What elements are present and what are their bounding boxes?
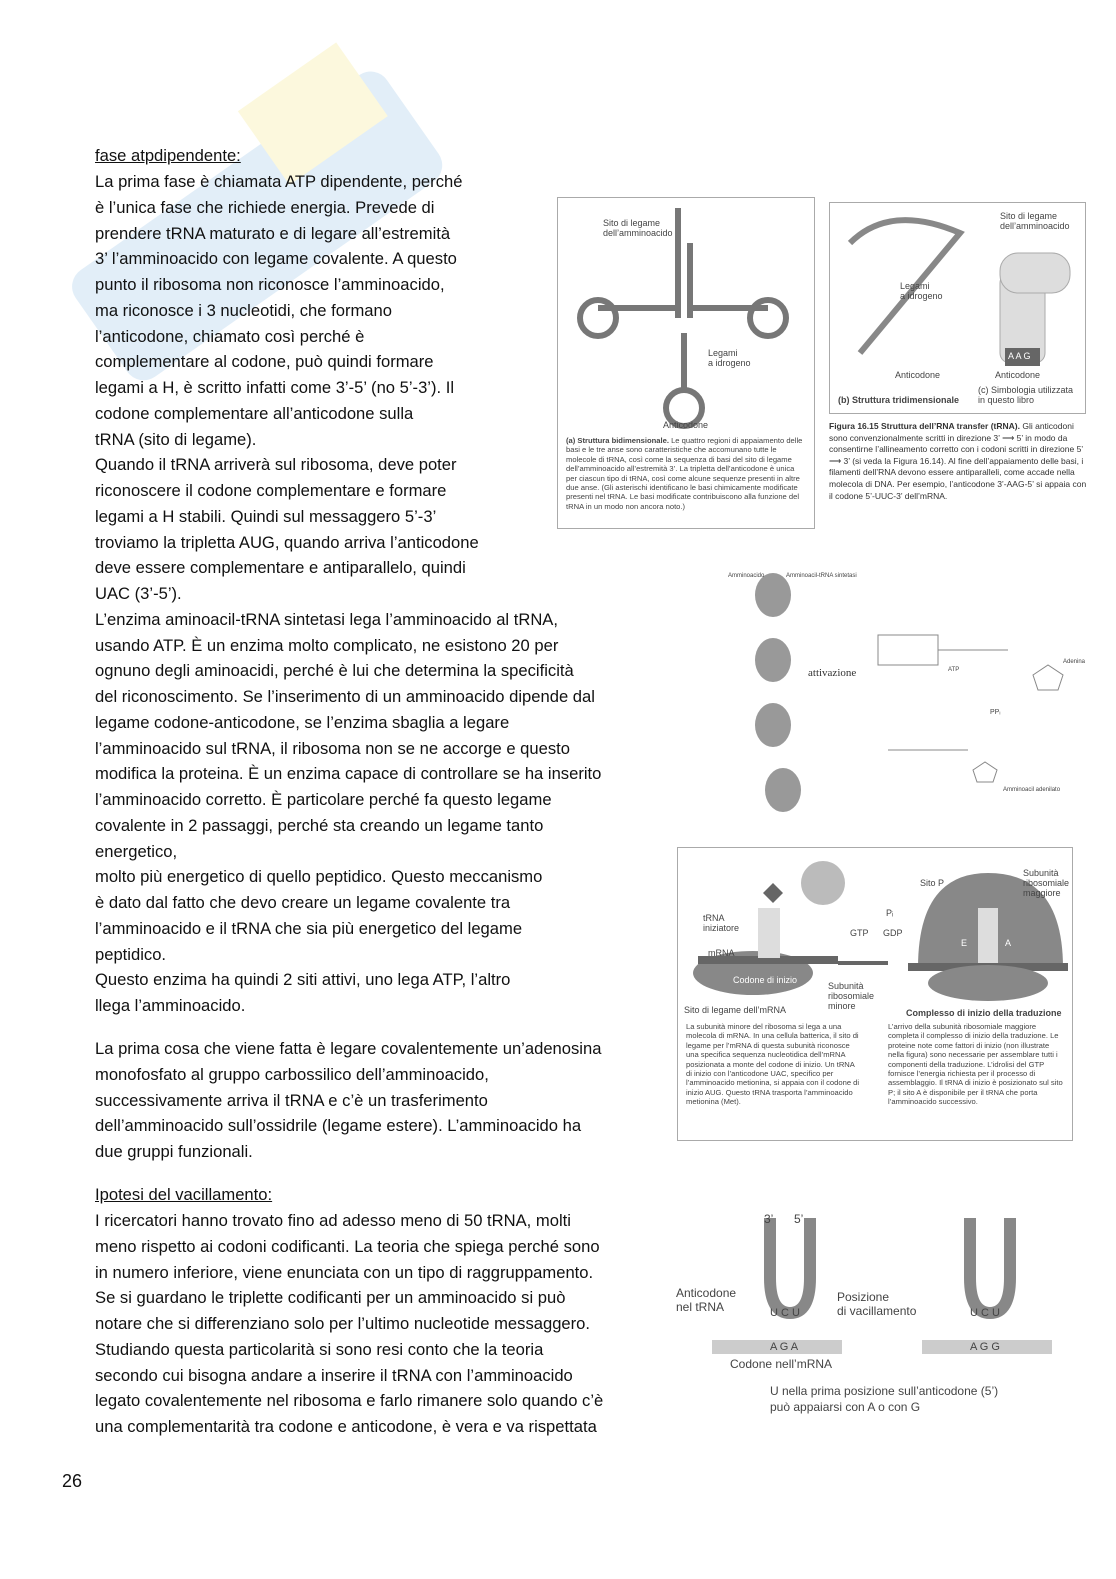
- label-c-title: (c) Simbologia utilizzata in questo libro: [978, 385, 1074, 405]
- text-line: troviamo la tripletta AUG, quando arriva l’anticodone: [95, 532, 479, 552]
- text-line: covalente in 2 passaggi, perché sta creando un legame tanto: [95, 815, 544, 835]
- text-line: peptidico.: [95, 944, 167, 964]
- text-line: UAC (3’-5’).: [95, 584, 182, 603]
- label-b-hbond: Legami a idrogeno: [900, 281, 943, 301]
- text-line: dell’amminoacido sull’ossidrile (legame estere). L’amminoacido ha: [95, 1116, 582, 1136]
- text-line: molto più energetico di quello peptidico. Questo meccanismo: [95, 867, 543, 887]
- label-3prime: 3’: [764, 1212, 774, 1226]
- text-line: monofosfato al gruppo carbossilico dell’amminoacido,: [95, 1064, 489, 1084]
- figure-activation: [668, 565, 1096, 840]
- text-line: riconoscere il codone complementare e formare: [95, 481, 447, 500]
- text-line: l’amminoacido sul tRNA, il ribosoma non se ne accorge e questo: [95, 738, 571, 758]
- text-line: legami a H stabili. Quindi sul messaggero 5’-3’: [95, 506, 437, 526]
- text-line: successivamente arriva il tRNA e c’è un trasferimento: [95, 1090, 488, 1110]
- figure-wobble: [672, 1208, 1077, 1418]
- left-codon: A G A: [770, 1341, 799, 1353]
- label-a-site: A: [1005, 938, 1012, 948]
- label-b-anticodon: Anticodone: [895, 370, 941, 380]
- label-pi: Pᵢ: [886, 908, 894, 918]
- label-anticodon: Anticodone: [663, 420, 709, 430]
- label-b-site: Sito di legame dell’amminoacido: [1000, 211, 1070, 231]
- caption-a: Le quattro regioni di appaiamento delle basi e le tre anse sono caratteristiche che accomunano tutte le molecole di tRNA, così come la sequenza di basi del sito di legame dell’amminoacido all’estremità 3’. La tripletta dell’anticodone è unica per ciascun tipo di tRNA, così come alcune sequenze presenti in altre due anse. (Gli asterischi identificano le basi chimicamente modificate presenti nel tRNA. Le basi modificate contribuiscono alla funzione del tRNA in un modo non ancora noto.): [566, 436, 803, 511]
- caption-text: Gli anticodoni sono convenzionalmente scritti in direzione 3’ ⟶ 5’ in modo da consentirne l’allineamento corretto con i codoni scritti in direzione 5’ ⟶ 3’ (si veda la Figura 16.14). Al fine dell’appaiamento delle basi, i filamenti dell’RNA devono essere antiparalleli, come accade nella molecola di DNA. Per esempio, l’anticodone 3’-AAG-5’ si appaia con il codone 5’-UUC-3’ dell’mRNA.: [829, 421, 1087, 501]
- text-line: modifica la proteina. È un enzima capace di controllare se ha inserito: [95, 764, 602, 784]
- text-line: llega l’amminoacido.: [95, 996, 246, 1015]
- text-line: tRNA (sito di legame).: [95, 429, 257, 449]
- text-line: ma riconosce i 3 nucleotidi, che formano: [95, 300, 392, 320]
- text-line: ognuno degli aminoacidi, perché è lui che determina la specificità: [95, 661, 574, 681]
- label-5prime: 5’: [794, 1212, 804, 1226]
- figure-trna-2d: [557, 197, 815, 529]
- text-line: meno rispetto ai codoni codificanti. La teoria che spiega perché sono: [95, 1236, 600, 1256]
- text-line: è dato dal fatto che devo creare un legame covalente tra: [95, 893, 511, 912]
- label-met: Met: [738, 883, 754, 893]
- label-small-subunit: Subunità ribosomiale minore: [828, 981, 875, 1011]
- label-aa-site: Sito di legame dell’amminoacido: [603, 218, 673, 238]
- label-aa: Amminoacido: [728, 573, 765, 579]
- text-line: codone complementare all’anticodone sulla: [95, 403, 414, 423]
- label-anticodon-trna: Anticodone nel tRNA: [676, 1286, 737, 1314]
- label-attivazione: attivazione: [808, 667, 857, 679]
- text-line: una complementarità tra codone e anticodone, è vera e va rispettata: [95, 1417, 597, 1436]
- label-mrna: mRNA: [708, 948, 735, 958]
- text-line: secondo cui bisogna andare a inserire il tRNA con l’amminoacido: [95, 1365, 573, 1385]
- text-line: legato covalentemente nel ribosoma e farlo rimanere solo quando c’è: [95, 1391, 604, 1411]
- label-enzyme: Amminoacil-tRNA sintetasi: [786, 573, 857, 579]
- text-line: l’amminoacido corretto. È particolare perché fa questo legame: [95, 790, 552, 809]
- caption-title: Figura 16.15 Struttura dell’RNA transfer (tRNA).: [829, 421, 1020, 431]
- text-line: usando ATP. È un enzima molto complicato, ne esistono 20 per: [95, 635, 559, 655]
- text-line: L’enzima aminoacil-tRNA sintetasi lega l’amminoacido al tRNA,: [95, 609, 558, 629]
- label-c-bases: A A G: [1008, 351, 1031, 361]
- text-line: La prima cosa che viene fatta è legare covalentemente un’adenosina: [95, 1039, 602, 1058]
- label-b-title: (b) Struttura tridimensionale: [838, 395, 960, 405]
- page-number: 26: [62, 1471, 83, 1491]
- wobble-caption: U nella prima posizione sull’anticodone (5’) può appaiarsi con A o con G: [770, 1384, 999, 1414]
- text-line: due gruppi funzionali.: [95, 1142, 253, 1161]
- text-line: Quando il tRNA arriverà sul ribosoma, deve poter: [95, 455, 457, 475]
- text-line: notare che si differenziano solo per l’ultimo nucleotide messaggero.: [95, 1314, 591, 1333]
- activation-drawing: [668, 565, 1096, 840]
- label-trna-initiator: tRNA iniziatore: [703, 913, 740, 933]
- text-line: è l’unica fase che richiede energia. Prevede di: [95, 197, 435, 217]
- text-line: Studiando questa particolarità si sono resi conto che la teoria: [95, 1339, 544, 1359]
- text-line: La prima fase è chiamata ATP dipendente, perché: [95, 172, 463, 191]
- right-codon: A G G: [970, 1341, 1000, 1353]
- step1-text: La subunità minore del ribosoma si lega a una molecola di mRNA. In una cellula batterica, il sito di legame per l’mRNA di questa subunità riconosce una specifica sequenza nucleotidica dell’mRNA posizionata a monte del codone di inizio. Un tRNA di inizio con l’anticodone UAC, specifico per l’amminoacido metionina, si appaia con il codone di inizio AUG. Questo tRNA trasporta l’amminoacido metionina (Met).: [686, 1022, 860, 1107]
- label-large-subunit: Subunità ribosomiale maggiore: [1023, 868, 1070, 898]
- label-complex: Complesso di inizio della traduzione: [906, 1008, 1062, 1018]
- label-gtp: GTP: [850, 928, 869, 938]
- label-e-site: E: [961, 938, 968, 948]
- text-line: energetico,: [95, 841, 178, 861]
- label-hbond: Legami a idrogeno: [708, 348, 751, 368]
- section-heading: fase atpdipendente:: [95, 146, 241, 165]
- text-line: del riconoscimento. Se l’inserimento di un amminoacido dipende dal: [95, 687, 595, 706]
- label-adenina: Adenina: [1063, 659, 1086, 665]
- text-line: I ricercatori hanno trovato fino ad adesso meno di 50 tRNA, molti: [95, 1211, 571, 1230]
- trna-cloverleaf-drawing: [558, 198, 814, 433]
- figure-trna-3d: [829, 202, 1086, 414]
- caption-a-title: (a) Struttura bidimensionale.: [566, 436, 669, 445]
- text-line: prendere tRNA maturato e di legare all’estremità: [95, 223, 451, 243]
- text-line: 3’ l’amminoacido con legame covalente. A questo: [95, 249, 457, 269]
- figure-trna-caption: [829, 421, 1089, 502]
- label-gdp: GDP: [883, 928, 903, 938]
- label-site-p: Sito P: [920, 878, 945, 888]
- text-line: Questo enzima ha quindi 2 siti attivi, uno lega ATP, l’altro: [95, 970, 511, 990]
- text-line: punto il ribosoma non riconosce l’amminoacido,: [95, 275, 445, 294]
- text-line: deve essere complementare e antiparallelo, quindi: [95, 558, 466, 578]
- right-anticodon: U C U: [970, 1307, 1000, 1319]
- text-line: Se si guardano le triplette codificanti per un amminoacido si può: [95, 1288, 566, 1308]
- left-anticodon: U C U: [770, 1307, 800, 1319]
- label-c-anticodon: Anticodone: [995, 370, 1041, 380]
- step2-text: L’arrivo della subunità ribosomiale maggiore completa il complesso di inizio della traduzione. Le proteine note come fattori di inizio (non illustrate nella figura) sono necessarie per assemblare tutti i componenti della traduzione. L’idrolisi del GTP fornisce l’energia richiesta per il processo di assemblaggio. Il tRNA di inizio è posizionato sul sito P; il sito A è disponibile per il tRNA che porta l’amminoacido successivo.: [888, 1022, 1063, 1107]
- text-line: legami a H, è scritto infatti come 3’-5’ (no 5’-3’). Il: [95, 378, 455, 397]
- figure-initiation: [677, 847, 1073, 1141]
- text-line: legame codone-anticodone, se l’enzima sbaglia a legare: [95, 712, 510, 732]
- label-start-codon: Codone di inizio: [733, 975, 798, 985]
- text-line: l’anticodone, chiamato così perché è: [95, 326, 365, 346]
- text-line: complementare al codone, può quindi formare: [95, 352, 434, 372]
- label-amp: Amminoacil adenilato: [1003, 787, 1061, 793]
- label-mrna-site: Sito di legame dell’mRNA: [684, 1005, 787, 1015]
- section-heading: Ipotesi del vacillamento:: [95, 1185, 273, 1204]
- label-mrna-codon: Codone nell’mRNA: [730, 1357, 833, 1371]
- label-atp: ATP: [948, 667, 960, 673]
- label-ppi: PPᵢ: [990, 709, 1001, 716]
- label-wobble-position: Posizione di vacillamento: [837, 1290, 917, 1318]
- text-line: l’amminoacido e il tRNA che sia più energetico del legame: [95, 918, 523, 938]
- text-line: in numero inferiore, viene enunciata con un tipo di raggruppamento.: [95, 1262, 594, 1282]
